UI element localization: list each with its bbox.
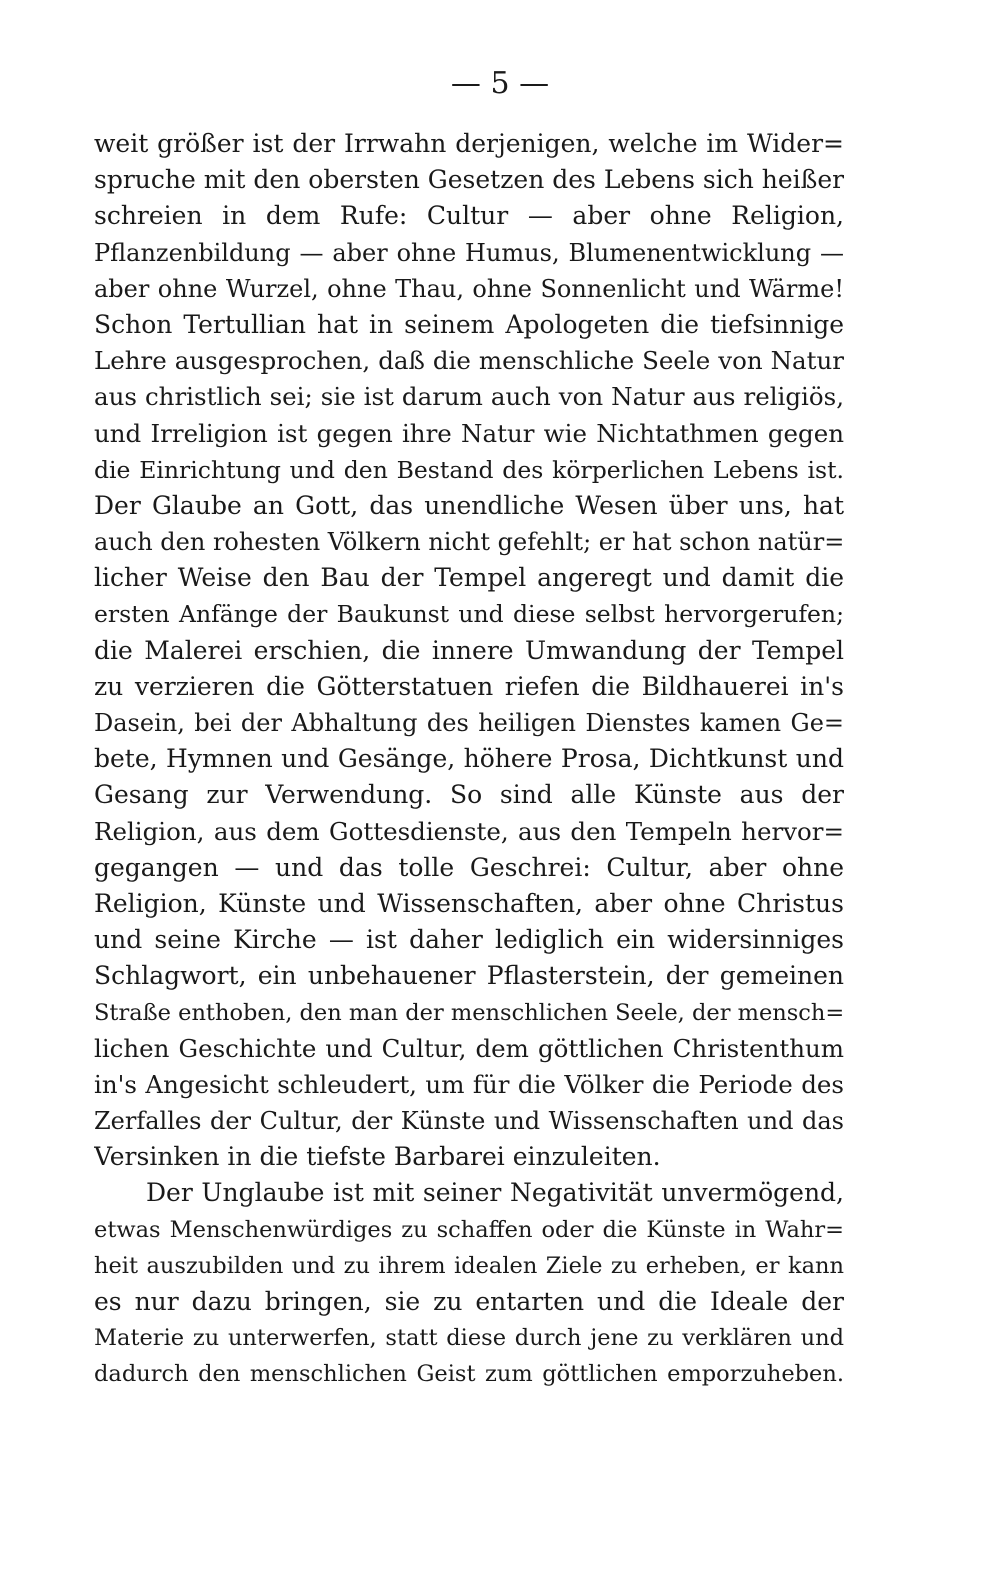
text-line: Schlagwort, ein unbehauener Pflasterstein, der gemeinen [94,961,844,991]
text-line: Lehre ausgesprochen, daß die menschliche Seele von Natur [94,346,844,376]
text-line: bete, Hymnen und Gesänge, höhere Prosa, Dichtkunst und [94,744,844,774]
text-line: auch den rohesten Völkern nicht gefehlt; er hat schon natür= [94,528,844,557]
text-line: zu verzieren die Götterstatuen riefen die Bildhauerei in's [94,671,844,701]
text-line: Pflanzenbildung — aber ohne Humus, Blumenentwicklung — [94,238,844,267]
text-line: die Einrichtung und den Bestand des körperlichen Lebens ist. [94,455,844,484]
text-line: Der Glaube an Gott, das unendliche Wesen über uns, hat [94,490,844,520]
text-line: aus christlich sei; sie ist darum auch von Natur aus religiös, [94,382,844,412]
text-line: lichen Geschichte und Cultur, dem göttlichen Christenthum [94,1033,844,1063]
text-line: spruche mit den obersten Gesetzen des Lebens sich heißer [94,165,844,195]
text-line: Der Unglaube ist mit seiner Negativität unvermögend, [146,1178,844,1208]
text-line: Materie zu unterwerfen, statt diese durch jene zu verklären und [94,1325,844,1352]
text-line: schreien in dem Rufe: Cultur — aber ohne Religion, [94,201,844,231]
text-line: licher Weise den Bau der Tempel angeregt und damit die [94,563,844,593]
text-line: es nur dazu bringen, sie zu entarten und die Ideale der [94,1287,844,1316]
page-number: — 5 — [450,66,550,101]
body-text [94,126,844,1393]
text-line: aber ohne Wurzel, ohne Thau, ohne Sonnenlicht und Wärme! [94,274,844,303]
text-line: in's Angesicht schleudert, um für die Völker die Periode des [94,1069,844,1099]
text-line: die Malerei erschien, die innere Umwandung der Tempel [94,635,844,665]
text-line: Straße enthoben, den man der menschlichen Seele, der mensch= [94,999,844,1026]
text-line: ersten Anfänge der Baukunst und diese selbst hervorgerufen; [94,600,844,629]
text-line: gegangen — und das tolle Geschrei: Cultur, aber ohne [94,852,844,882]
text-line: und seine Kirche — ist daher lediglich ein widersinniges [94,925,844,955]
text-line: Religion, aus dem Gottesdienste, aus den Tempeln hervor= [94,816,844,846]
text-line: Gesang zur Verwendung. So sind alle Künste aus der [94,780,844,810]
text-line: dadurch den menschlichen Geist zum göttlichen emporzuheben. [94,1361,844,1388]
text-line: und Irreligion ist gegen ihre Natur wie Nichtathmen gegen [94,418,844,448]
paragraph-2 [94,1175,844,1392]
text-line: Versinken in die tiefste Barbarei einzuleiten. [94,1142,661,1172]
text-line: Zerfalles der Cultur, der Künste und Wissenschaften und das [94,1107,844,1136]
text-line: etwas Menschenwürdiges zu schaffen oder die Künste in Wahr= [94,1216,844,1243]
paragraph-1 [94,126,844,1175]
text-line: Dasein, bei der Abhaltung des heiligen Dienstes kamen Ge= [94,709,844,737]
text-line: Schon Tertullian hat in seinem Apologeten die tiefsinnige [94,309,844,339]
text-line: weit größer ist der Irrwahn derjenigen, welche im Wider= [94,129,844,158]
text-line: heit auszubilden und zu ihrem idealen Ziele zu erheben, er kann [94,1252,844,1279]
text-line: Religion, Künste und Wissenschaften, aber ohne Christus [94,888,844,918]
